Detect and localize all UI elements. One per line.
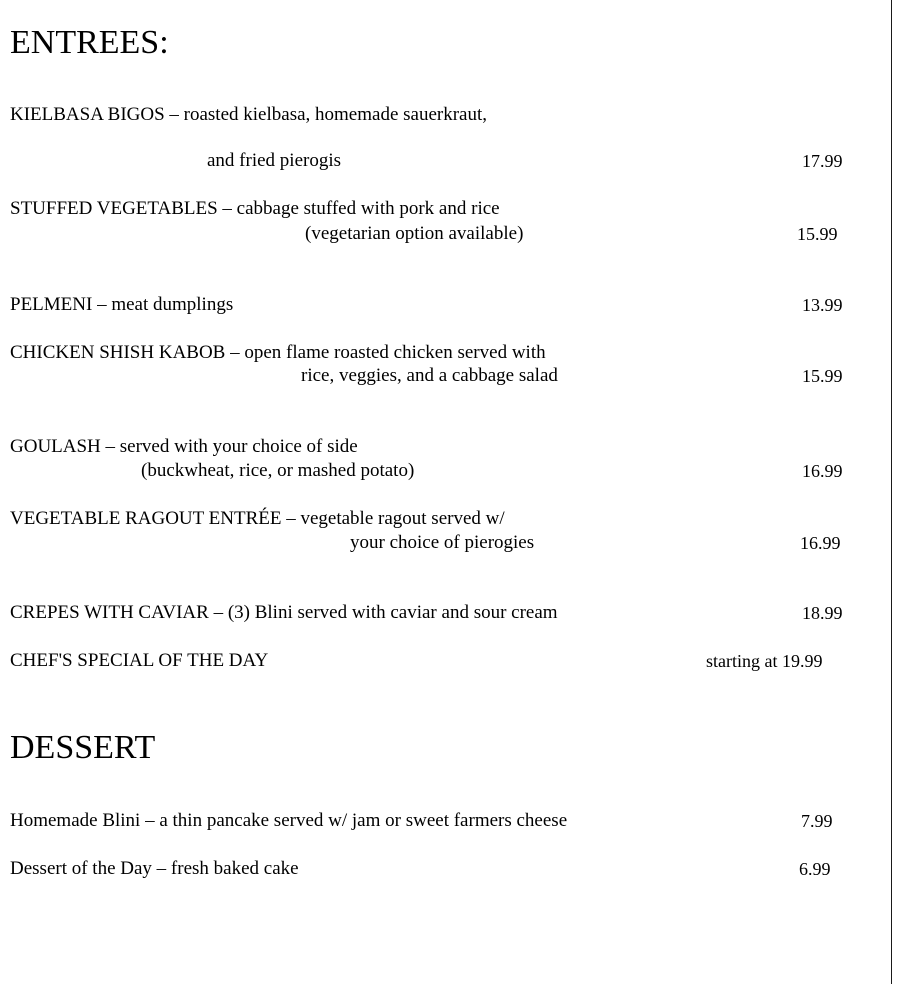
item-price: 18.99 xyxy=(802,603,843,623)
item-price: 15.99 xyxy=(802,366,843,386)
dessert-heading: DESSERT xyxy=(10,729,156,766)
item-description-continued: (vegetarian option available) xyxy=(305,223,524,244)
item-description: STUFFED VEGETABLES – cabbage stuffed with pork and rice xyxy=(10,198,500,219)
item-description-continued: (buckwheat, rice, or mashed potato) xyxy=(141,460,415,481)
item-description: PELMENI – meat dumplings xyxy=(10,294,234,315)
item-price: 7.99 xyxy=(801,811,833,831)
item-description: Dessert of the Day – fresh baked cake xyxy=(10,858,299,879)
item-description: CHEF'S SPECIAL OF THE DAY xyxy=(10,650,269,671)
item-price: 17.99 xyxy=(802,151,843,171)
item-description-continued: and fried pierogis xyxy=(207,150,342,171)
entrees-heading: ENTREES: xyxy=(10,24,169,61)
page-edge-rule xyxy=(891,0,892,984)
item-description: GOULASH – served with your choice of side xyxy=(10,436,358,457)
item-description: CHICKEN SHISH KABOB – open flame roasted chicken served with xyxy=(10,342,546,363)
item-price: 16.99 xyxy=(802,461,843,481)
item-description-continued: your choice of pierogies xyxy=(350,532,535,553)
item-price: starting at 19.99 xyxy=(706,651,823,671)
item-price: 15.99 xyxy=(797,224,838,244)
item-description: Homemade Blini – a thin pancake served w/ jam or sweet farmers cheese xyxy=(10,810,568,831)
item-price: 13.99 xyxy=(802,295,843,315)
item-price: 16.99 xyxy=(800,533,841,553)
item-description: KIELBASA BIGOS – roasted kielbasa, homemade sauerkraut, xyxy=(10,104,488,125)
item-description: CREPES WITH CAVIAR – (3) Blini served with caviar and sour cream xyxy=(10,602,558,623)
item-description-continued: rice, veggies, and a cabbage salad xyxy=(301,365,558,386)
item-price: 6.99 xyxy=(799,859,831,879)
item-description: VEGETABLE RAGOUT ENTRÉE – vegetable ragout served w/ xyxy=(10,508,505,529)
